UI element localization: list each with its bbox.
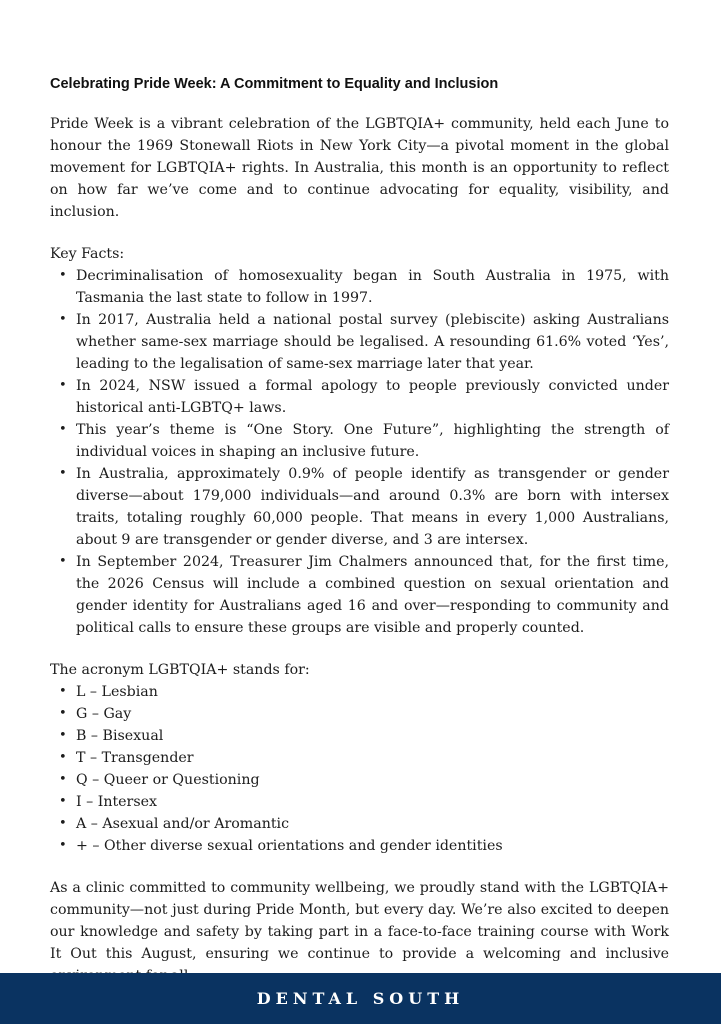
bullet-icon: • <box>59 466 67 481</box>
acronym-text: Q – Queer or Questioning <box>76 772 260 788</box>
key-fact-text: In 2017, Australia held a national postal survey (plebiscite) asking Australians whether same-sex marriage should be legalised. A resounding 61.6% voted ‘Yes’, leading to the legalisation of same-sex marriage later that year. <box>76 312 669 372</box>
list-item <box>59 835 669 857</box>
acronym-title: The acronym LGBTQIA+ stands for: <box>50 662 310 678</box>
bullet-icon: • <box>59 378 67 393</box>
intro-paragraph: Pride Week is a vibrant celebration of the LGBTQIA+ community, held each June to honour the 1969 Stonewall Riots in New York City—a pivotal moment in the global movement for LGBTQIA+ rights. In Australia, this month is an opportunity to reflect on how far we’ve come and to continue advocating for equality, visibility, and inclusion. <box>50 116 669 220</box>
footer-banner <box>0 973 721 1024</box>
acronym-text: + – Other diverse sexual orientations and gender identities <box>76 838 503 854</box>
list-item <box>59 681 669 703</box>
article <box>50 74 669 987</box>
key-fact-text: In Australia, approximately 0.9% of people identify as transgender or gender diverse—about 179,000 individuals—and around 0.3% are born with intersex traits, totaling roughly 60,000 people. That means in every 1,000 Australians, about 9 are transgender or gender diverse, and 3 are intersex. <box>76 466 669 548</box>
bullet-icon: • <box>59 268 67 283</box>
list-item <box>59 309 669 375</box>
bullet-icon: • <box>59 554 67 569</box>
list-item <box>59 813 669 835</box>
bullet-icon: • <box>59 684 67 699</box>
key-fact-text: Decriminalisation of homosexuality began in South Australia in 1975, with Tasmania the last state to follow in 1997. <box>76 268 669 306</box>
page-title: Celebrating Pride Week: A Commitment to Equality and Inclusion <box>50 76 499 92</box>
bullet-icon: • <box>59 816 67 831</box>
list-item <box>59 769 669 791</box>
list-item <box>59 551 669 639</box>
list-item <box>59 265 669 309</box>
bullet-icon: • <box>59 706 67 721</box>
acronym-text: L – Lesbian <box>76 684 158 700</box>
bullet-icon: • <box>59 838 67 853</box>
list-item <box>59 725 669 747</box>
key-facts-title: Key Facts: <box>50 246 125 262</box>
bullet-icon: • <box>59 750 67 765</box>
list-item <box>59 703 669 725</box>
list-item <box>59 419 669 463</box>
acronym-text: T – Transgender <box>76 750 194 766</box>
key-fact-text: In 2024, NSW issued a formal apology to people previously convicted under historical anti-LGBTQ+ laws. <box>76 378 669 416</box>
key-fact-text: This year’s theme is “One Story. One Future”, highlighting the strength of individual voices in shaping an inclusive future. <box>76 422 669 460</box>
bullet-icon: • <box>59 794 67 809</box>
acronym-text: G – Gay <box>76 706 132 722</box>
list-item <box>59 375 669 419</box>
acronym-list <box>50 681 669 857</box>
acronym-text: I – Intersex <box>76 794 158 810</box>
list-item <box>59 791 669 813</box>
bullet-icon: • <box>59 728 67 743</box>
bullet-icon: • <box>59 312 67 327</box>
bullet-icon: • <box>59 422 67 437</box>
closing-paragraph: As a clinic committed to community wellbeing, we proudly stand with the LGBTQIA+ community—not just during Pride Month, but every day. We’re also excited to deepen our knowledge and safety by taking part in a face-to-face training course with Work It Out this August, ensuring we continue to provide a welcoming and inclusive <box>50 880 669 962</box>
key-facts-list <box>50 265 669 639</box>
brand-name: DENTAL SOUTH <box>256 989 465 1008</box>
list-item <box>59 747 669 769</box>
list-item <box>59 463 669 551</box>
key-fact-text: In September 2024, Treasurer Jim Chalmers announced that, for the first time, the 2026 Census will include a combined question on sexual orientation and gender identity for Australians aged 16 and over—responding to community and political calls to ensure these groups are visible and properly counted. <box>76 554 669 636</box>
bullet-icon: • <box>59 772 67 787</box>
acronym-text: A – Asexual and/or Aromantic <box>76 816 290 832</box>
acronym-text: B – Bisexual <box>76 728 164 744</box>
